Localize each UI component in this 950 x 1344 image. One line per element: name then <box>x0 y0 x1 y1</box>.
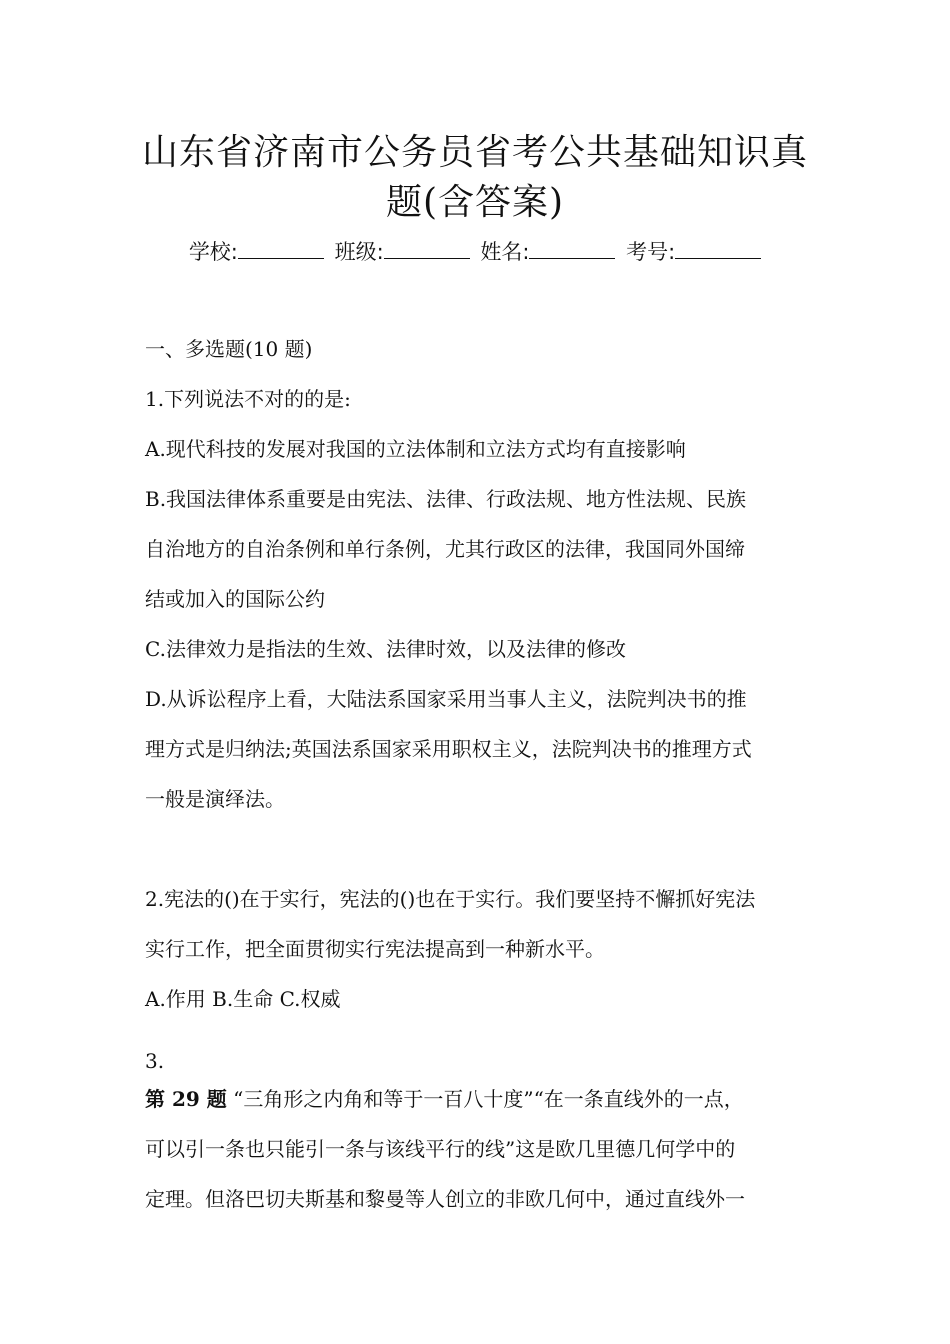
exam-id-blank[interactable] <box>675 240 761 259</box>
q1-option-d-line-1: D.从诉讼程序上看，大陆法系国家采用当事人主义，法院判决书的推 <box>145 687 747 711</box>
title-line-2: 题(含答案) <box>385 182 565 223</box>
q1-option-d-line-2: 理方式是归纳法;英国法系国家采用职权主义，法院判决书的推理方式 <box>145 737 752 761</box>
q3-text-line-1 <box>145 1080 820 1130</box>
q1-option-b-line-1: B.我国法律体系重要是由宪法、法律、行政法规、地方性法规、民族 <box>145 487 747 511</box>
class-field <box>335 236 470 266</box>
student-info-row <box>0 236 950 266</box>
name-label: 姓名: <box>480 240 530 264</box>
school-label: 学校: <box>188 240 238 264</box>
spacer <box>145 830 820 880</box>
q3-number: 3. <box>145 1049 165 1073</box>
q2-options: A.作用 B.生命 C.权威 <box>145 987 341 1011</box>
spacer <box>145 1030 820 1042</box>
q2-stem-line-1: 2.宪法的()在于实行，宪法的()也在于实行。我们要坚持不懈抓好宪法 <box>145 887 756 911</box>
q1-option-b-line-2: 自治地方的自治条例和单行条例，尤其行政区的法律，我国同外国缔 <box>145 537 745 561</box>
section-heading: 一、多选题(10 题) <box>145 337 313 361</box>
name-blank[interactable] <box>529 240 615 259</box>
q3-label: 第 29 题 <box>145 1087 227 1111</box>
exam-id-label: 考号: <box>626 240 676 264</box>
class-label: 班级: <box>334 240 384 264</box>
q3-text-1: “三角形之内角和等于一百八十度”“在一条直线外的一点， <box>233 1087 744 1111</box>
title-line-1: 山东省济南市公务员省考公共基础知识真 <box>141 132 808 173</box>
document-title <box>120 128 830 228</box>
q1-stem: 1.下列说法不对的的是: <box>145 387 351 411</box>
exam-id-field <box>626 236 761 266</box>
school-field <box>189 236 324 266</box>
q1-option-b-line-3: 结或加入的国际公约 <box>145 587 325 611</box>
name-field <box>480 236 615 266</box>
class-blank[interactable] <box>384 240 470 259</box>
q3-text-line-2: 可以引一条也只能引一条与该线平行的线”这是欧几里德几何学中的 <box>145 1137 736 1161</box>
q1-option-c: C.法律效力是指法的生效、法律时效，以及法律的修改 <box>145 637 626 661</box>
q1-option-a: A.现代科技的发展对我国的立法体制和立法方式均有直接影响 <box>145 437 686 461</box>
q2-stem-line-2: 实行工作，把全面贯彻实行宪法提高到一种新水平。 <box>145 937 605 961</box>
question-content <box>145 330 820 1230</box>
school-blank[interactable] <box>238 240 324 259</box>
q3-text-line-3: 定理。但洛巴切夫斯基和黎曼等人创立的非欧几何中，通过直线外一 <box>145 1187 745 1211</box>
q1-option-d-line-3: 一般是演绎法。 <box>145 787 285 811</box>
